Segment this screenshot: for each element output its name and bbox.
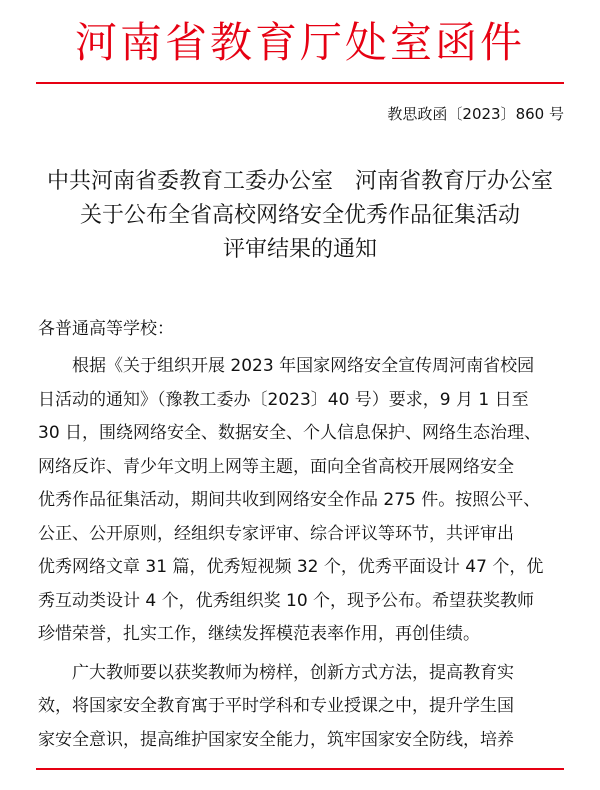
body-paragraph-1 bbox=[38, 350, 568, 652]
document-number: 教思政函〔2023〕860 号 bbox=[387, 105, 564, 123]
salutation: 各普通高等学校： bbox=[38, 319, 174, 339]
body-line: 公正、公开原则，经组织专家评审、综合评议等环节，共评审出 bbox=[38, 523, 514, 544]
body-line: 家安全意识，提高维护国家安全能力，筑牢国家安全防线，培养 bbox=[38, 729, 514, 750]
body-line: 效，将国家安全教育寓于平时学科和专业授课之中，提升学生国 bbox=[38, 696, 514, 716]
letterhead-rule-top bbox=[36, 82, 564, 84]
body-line: 根据《关于组织开展 2023 年国家网络安全宣传周河南省校园 bbox=[72, 356, 535, 376]
letterhead-rule-bottom bbox=[36, 768, 564, 770]
body-line: 秀互动类设计 4 个，优秀组织奖 10 个，现予公布。希望获奖教师 bbox=[38, 590, 535, 611]
body-line: 30 日，围绕网络安全、数据安全、个人信息保护、网络生态治理、 bbox=[38, 423, 542, 443]
document-title-line: 中共河南省委教育工委办公室 河南省教育厅办公室 bbox=[46, 169, 553, 194]
body-line: 日活动的通知》（豫教工委办〔2023〕40 号）要求，9 月 1 日至 bbox=[38, 389, 529, 410]
document-body bbox=[38, 350, 568, 757]
body-line: 网络反诈、青少年文明上网等主题，面向全省高校开展网络安全 bbox=[38, 456, 514, 477]
body-line: 珍惜荣誉，扎实工作，继续发挥模范表率作用，再创佳绩。 bbox=[38, 624, 480, 644]
body-line: 优秀网络文章 31 篇，优秀短视频 32 个，优秀平面设计 47 个，优 bbox=[38, 557, 544, 577]
document-title-line: 评审结果的通知 bbox=[222, 237, 377, 262]
letterhead-title: 河南省教育厅处室函件 bbox=[74, 18, 525, 67]
body-paragraph-2 bbox=[38, 657, 568, 758]
body-line: 广大教师要以获奖教师为榜样，创新方式方法，提高教育实 bbox=[72, 662, 514, 683]
body-line: 优秀作品征集活动，期间共收到网络安全作品 275 件。按照公平、 bbox=[38, 490, 541, 510]
document-title bbox=[0, 165, 600, 267]
document-title-line: 关于公布全省高校网络安全优秀作品征集活动 bbox=[79, 203, 520, 228]
